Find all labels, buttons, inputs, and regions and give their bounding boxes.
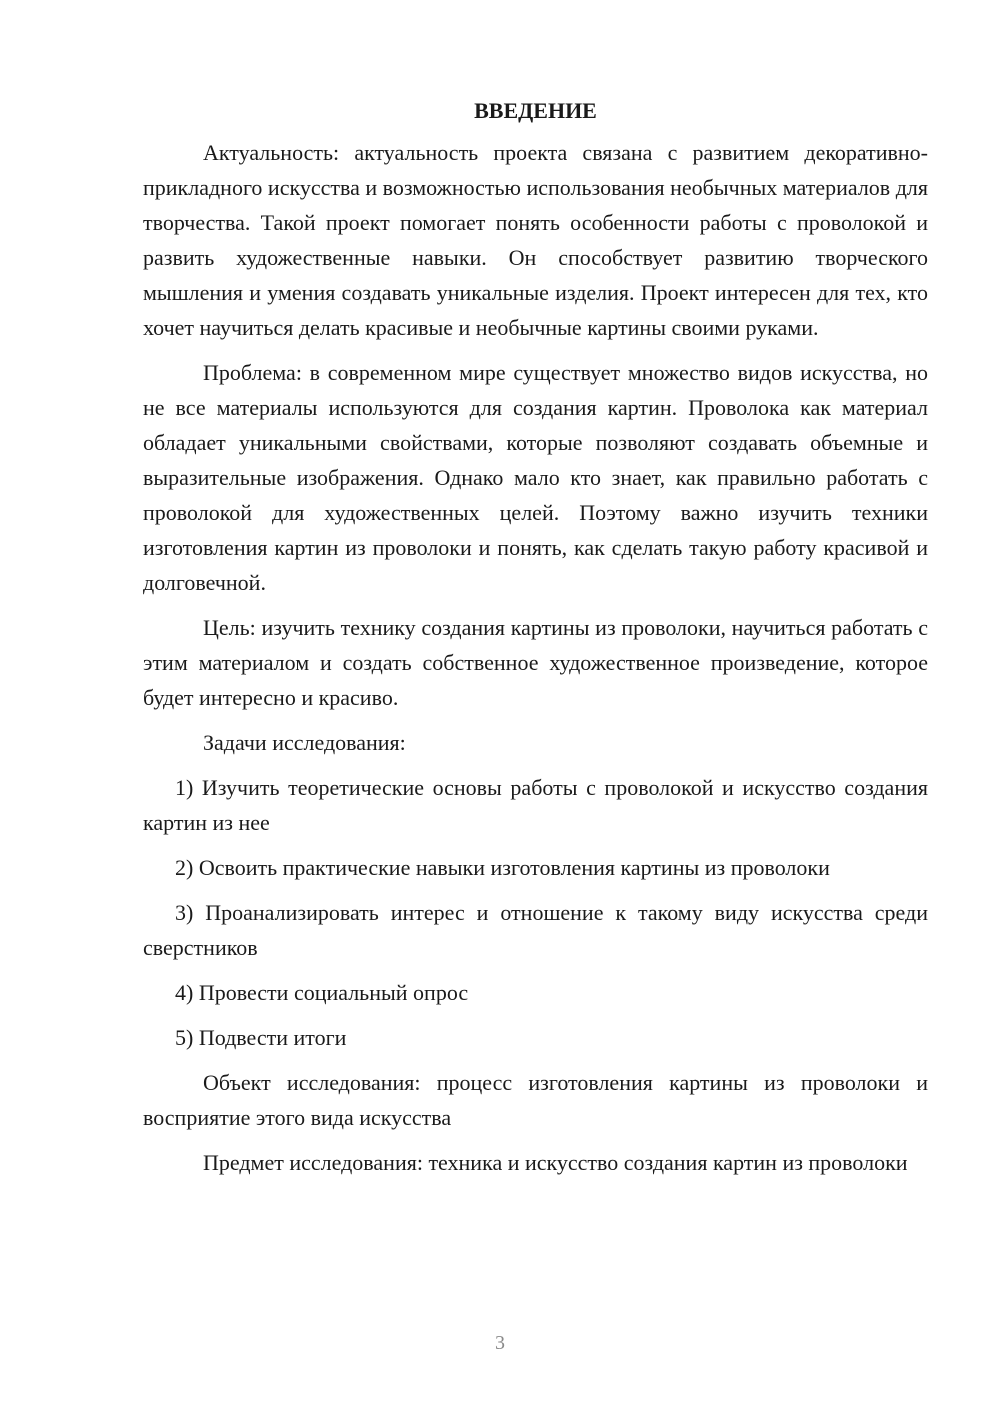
relevance-paragraph: Актуальность: актуальность проекта связана с развитием декоративно-прикладного искусства и возможностью использования необычных материалов для творчества. Такой проект помогает понять особенности работы с проволокой и развить художественные навыки. Он способствует развитию творческого мышления и умения создавать уникальные изделия. Проект интересен для тех, кто хочет научиться делать красивые и необычные картины своими руками.	[143, 140, 928, 340]
subject-paragraph: Предмет исследования: техника и искусство создания картин из проволоки	[203, 1150, 908, 1175]
section-heading: ВВЕДЕНИЕ	[474, 98, 597, 123]
goal-paragraph: Цель: изучить технику создания картины из проволоки, научиться работать с этим материалом и создать собственное художественное произведение, которое будет интересно и красиво.	[143, 615, 928, 710]
task-item-4: 4) Провести социальный опрос	[175, 980, 469, 1005]
task-item-2: 2) Освоить практические навыки изготовления картины из проволоки	[175, 855, 830, 880]
page-number: 3	[495, 1332, 505, 1354]
page-content	[143, 93, 928, 1180]
task-item-5: 5) Подвести итоги	[175, 1025, 347, 1050]
problem-paragraph: Проблема: в современном мире существует множество видов искусства, но не все материалы используются для создания картин. Проволока как материал обладает уникальными свойствами, которые позволяют создавать объемные и выразительные изображения. Однако мало кто знает, как правильно работать с проволокой для художественных целей. Поэтому важно изучить техники изготовления картин из проволоки и понять, как сделать такую работу красивой и долговечной.	[143, 360, 928, 595]
task-item-3: 3) Проанализировать интерес и отношение к такому виду искусства среди сверстников	[143, 900, 928, 960]
tasks-title: Задачи исследования:	[203, 730, 406, 755]
object-paragraph: Объект исследования: процесс изготовления картины из проволоки и восприятие этого вида искусства	[143, 1070, 928, 1130]
task-item-1: 1) Изучить теоретические основы работы с проволокой и искусство создания картин из нее	[143, 775, 928, 835]
